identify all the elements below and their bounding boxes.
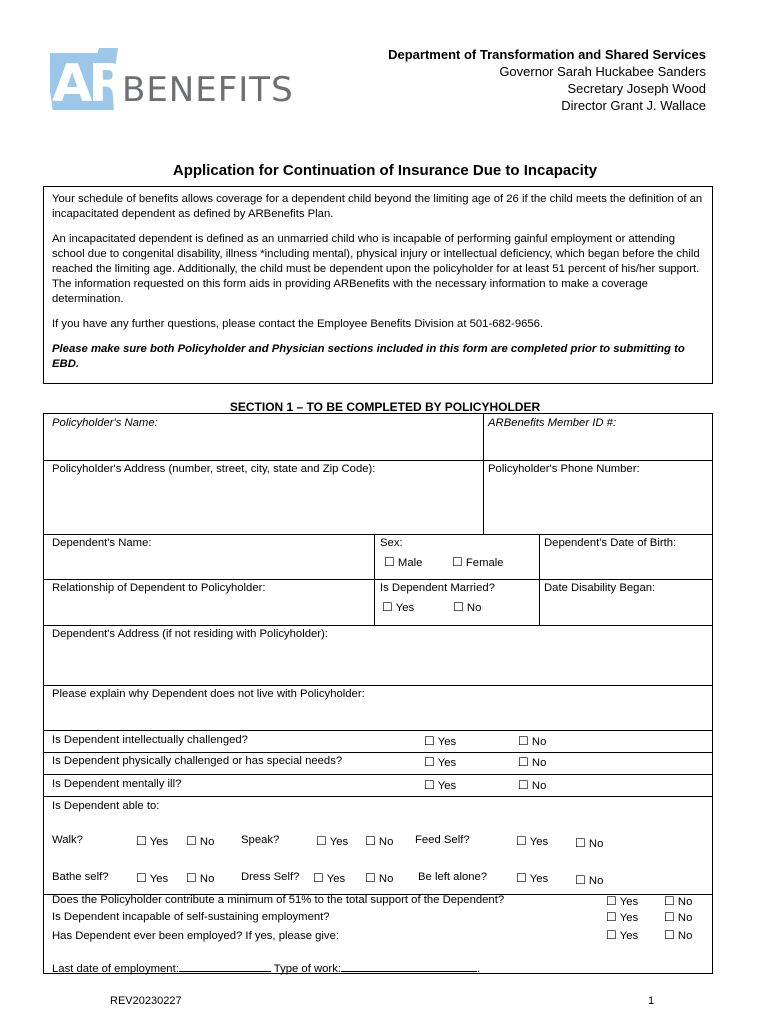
walk-label: Walk? xyxy=(52,834,83,846)
no-label: No xyxy=(588,875,604,887)
arbenefits-logo xyxy=(50,48,300,116)
employment-details-row: Last date of employment: Type of work: . xyxy=(52,960,480,975)
dress-no[interactable] xyxy=(365,871,393,885)
yes-label: Yes xyxy=(619,896,639,908)
logo-ar-text: AR xyxy=(52,54,125,114)
speak-yes[interactable] xyxy=(316,834,348,848)
revision-code: REV20230227 xyxy=(110,995,182,1007)
male-label: Male xyxy=(397,557,423,569)
no-label: No xyxy=(677,896,693,908)
no-label: No xyxy=(199,836,215,848)
type-work-label: Type of work: xyxy=(273,963,341,975)
feed-self-yes[interactable] xyxy=(516,834,548,848)
yes-label: Yes xyxy=(329,836,349,848)
intro-paragraph-2: An incapacitated dependent is defined as an unmarried child who is incapable of performing gainful employment or attending school due to congenital disability, illness *including mental), physical injury or intellectual deficiency, which began before the child reached the limiting age. Additionally, the child must be dependent upon the policyholder for at least 51 percent of his/her support. The information requested on this form aids in providing ARBenefits with the necessary information to make a coverage determination. xyxy=(52,233,700,305)
married-yes-option[interactable] xyxy=(382,600,414,614)
q-intellectual-label: Is Dependent intellectually challenged? xyxy=(52,734,248,746)
checkbox[interactable]: ☐ xyxy=(365,834,376,848)
female-label: Female xyxy=(465,557,504,569)
checkbox[interactable]: ☐ xyxy=(664,928,675,942)
director-name: Director Grant J. Wallace xyxy=(561,98,706,113)
checkbox[interactable]: ☐ xyxy=(186,834,197,848)
q-intellectual-no[interactable] xyxy=(518,734,546,748)
yes-label: Yes xyxy=(437,736,457,748)
checkbox[interactable]: ☐ xyxy=(518,778,529,792)
agency-header xyxy=(388,46,706,114)
document-title: Application for Continuation of Insurance Due to Incapacity xyxy=(172,162,598,179)
last-date-label: Last date of employment: xyxy=(52,963,179,975)
type-work-field[interactable] xyxy=(341,960,477,972)
speak-label: Speak? xyxy=(241,834,280,846)
married-label: Is Dependent Married? xyxy=(380,582,495,594)
q-intellectual-yes[interactable] xyxy=(424,734,456,748)
last-date-field[interactable] xyxy=(179,960,271,972)
q-support-yes[interactable] xyxy=(606,894,638,908)
section-1-form xyxy=(43,413,713,974)
sex-female-option[interactable] xyxy=(452,555,504,569)
q-incapable-yes[interactable] xyxy=(606,910,638,924)
checkbox[interactable]: ☐ xyxy=(136,834,147,848)
checkbox[interactable]: ☐ xyxy=(606,894,617,908)
section-1-title: SECTION 1 – TO BE COMPLETED BY POLICYHOLDER xyxy=(229,400,541,414)
yes-label: Yes xyxy=(437,757,457,769)
checkbox[interactable]: ☐ xyxy=(186,871,197,885)
bathe-yes[interactable] xyxy=(136,871,168,885)
q-support-no[interactable] xyxy=(664,894,692,908)
yes-label: Yes xyxy=(437,780,457,792)
no-label: No xyxy=(378,836,394,848)
q-support-label: Does the Policyholder contribute a minimum of 51% to the total support of the Dependent? xyxy=(52,894,505,906)
policyholder-name-label: Policyholder's Name: xyxy=(52,417,158,429)
department-name: Department of Transformation and Shared Services xyxy=(388,47,706,62)
checkbox[interactable]: ☐ xyxy=(575,873,586,887)
q-mental-label: Is Dependent mentally ill? xyxy=(52,778,182,790)
checkbox[interactable]: ☐ xyxy=(424,778,435,792)
q-employed-yes[interactable] xyxy=(606,928,638,942)
yes-label: Yes xyxy=(395,602,415,614)
married-yes-checkbox[interactable]: ☐ xyxy=(382,600,393,614)
dress-yes[interactable] xyxy=(313,871,345,885)
checkbox[interactable]: ☐ xyxy=(606,928,617,942)
sex-label: Sex: xyxy=(380,537,403,549)
checkbox[interactable]: ☐ xyxy=(575,836,586,850)
yes-label: Yes xyxy=(149,873,169,885)
female-checkbox[interactable]: ☐ xyxy=(452,555,463,569)
intro-warning: Please make sure both Policyholder and Physician sections included in this form are completed prior to submitting to EBD. xyxy=(52,343,685,370)
married-no-option[interactable] xyxy=(453,600,481,614)
left-alone-label: Be left alone? xyxy=(418,871,488,883)
dob-label: Dependent's Date of Birth: xyxy=(544,537,677,549)
no-label: No xyxy=(466,602,482,614)
q-physical-yes[interactable] xyxy=(424,755,456,769)
checkbox[interactable]: ☐ xyxy=(424,755,435,769)
checkbox[interactable]: ☐ xyxy=(365,871,376,885)
no-label: No xyxy=(588,838,604,850)
no-label: No xyxy=(677,912,693,924)
walk-no[interactable] xyxy=(186,834,214,848)
logo-benefits-text: BENEFITS xyxy=(122,70,294,110)
able-to-label: Is Dependent able to: xyxy=(52,800,160,812)
checkbox[interactable]: ☐ xyxy=(606,910,617,924)
q-employed-label: Has Dependent ever been employed? If yes, please give: xyxy=(52,930,339,942)
no-label: No xyxy=(531,757,547,769)
feed-self-no[interactable] xyxy=(575,836,603,850)
q-incapable-label: Is Dependent incapable of self-sustaining employment? xyxy=(52,911,330,923)
no-label: No xyxy=(531,736,547,748)
relationship-label: Relationship of Dependent to Policyholder: xyxy=(52,582,266,594)
checkbox[interactable]: ☐ xyxy=(516,871,527,885)
yes-label: Yes xyxy=(149,836,169,848)
dependent-name-label: Dependent's Name: xyxy=(52,537,152,549)
no-label: No xyxy=(677,930,693,942)
checkbox[interactable]: ☐ xyxy=(136,871,147,885)
bathe-self-label: Bathe self? xyxy=(52,871,109,883)
checkbox[interactable]: ☐ xyxy=(424,734,435,748)
speak-no[interactable] xyxy=(365,834,393,848)
q-incapable-no[interactable] xyxy=(664,910,692,924)
disability-began-label: Date Disability Began: xyxy=(544,582,656,594)
checkbox[interactable]: ☐ xyxy=(518,734,529,748)
no-label: No xyxy=(378,873,394,885)
q-mental-no[interactable] xyxy=(518,778,546,792)
member-id-label: ARBenefits Member ID #: xyxy=(488,417,617,429)
dress-self-label: Dress Self? xyxy=(241,871,300,883)
male-checkbox[interactable]: ☐ xyxy=(384,555,395,569)
secretary-name: Secretary Joseph Wood xyxy=(567,81,706,96)
sex-male-option[interactable] xyxy=(384,555,422,569)
bathe-no[interactable] xyxy=(186,871,214,885)
yes-label: Yes xyxy=(619,912,639,924)
yes-label: Yes xyxy=(529,873,549,885)
checkbox[interactable]: ☐ xyxy=(664,894,675,908)
left-alone-no[interactable] xyxy=(575,873,603,887)
yes-label: Yes xyxy=(619,930,639,942)
checkbox[interactable]: ☐ xyxy=(518,755,529,769)
checkbox[interactable]: ☐ xyxy=(316,834,327,848)
checkbox[interactable]: ☐ xyxy=(664,910,675,924)
page-number: 1 xyxy=(648,995,655,1007)
checkbox[interactable]: ☐ xyxy=(516,834,527,848)
no-label: No xyxy=(531,780,547,792)
q-physical-label: Is Dependent physically challenged or has special needs? xyxy=(52,755,343,767)
married-no-checkbox[interactable]: ☐ xyxy=(453,600,464,614)
policyholder-address-label: Policyholder's Address (number, street, city, state and Zip Code): xyxy=(52,463,376,475)
q-employed-no[interactable] xyxy=(664,928,692,942)
explain-label: Please explain why Dependent does not live with Policyholder: xyxy=(52,688,365,700)
yes-label: Yes xyxy=(529,836,549,848)
governor-name: Governor Sarah Huckabee Sanders xyxy=(499,64,706,79)
no-label: No xyxy=(199,873,215,885)
policyholder-phone-label: Policyholder's Phone Number: xyxy=(488,463,640,475)
walk-yes[interactable] xyxy=(136,834,168,848)
intro-box xyxy=(43,186,713,384)
q-mental-yes[interactable] xyxy=(424,778,456,792)
left-alone-yes[interactable] xyxy=(516,871,548,885)
q-physical-no[interactable] xyxy=(518,755,546,769)
feed-self-label: Feed Self? xyxy=(415,834,470,846)
intro-paragraph-1: Your schedule of benefits allows coverage for a dependent child beyond the limiting age of 26 if the child meets the definition of an incapacitated dependent as defined by ARBenefits Plan. xyxy=(52,193,703,220)
checkbox[interactable]: ☐ xyxy=(313,871,324,885)
intro-paragraph-3: If you have any further questions, please contact the Employee Benefits Division at 501-682-9656. xyxy=(52,318,544,330)
dependent-address-label: Dependent's Address (if not residing with Policyholder): xyxy=(52,628,328,640)
yes-label: Yes xyxy=(326,873,346,885)
